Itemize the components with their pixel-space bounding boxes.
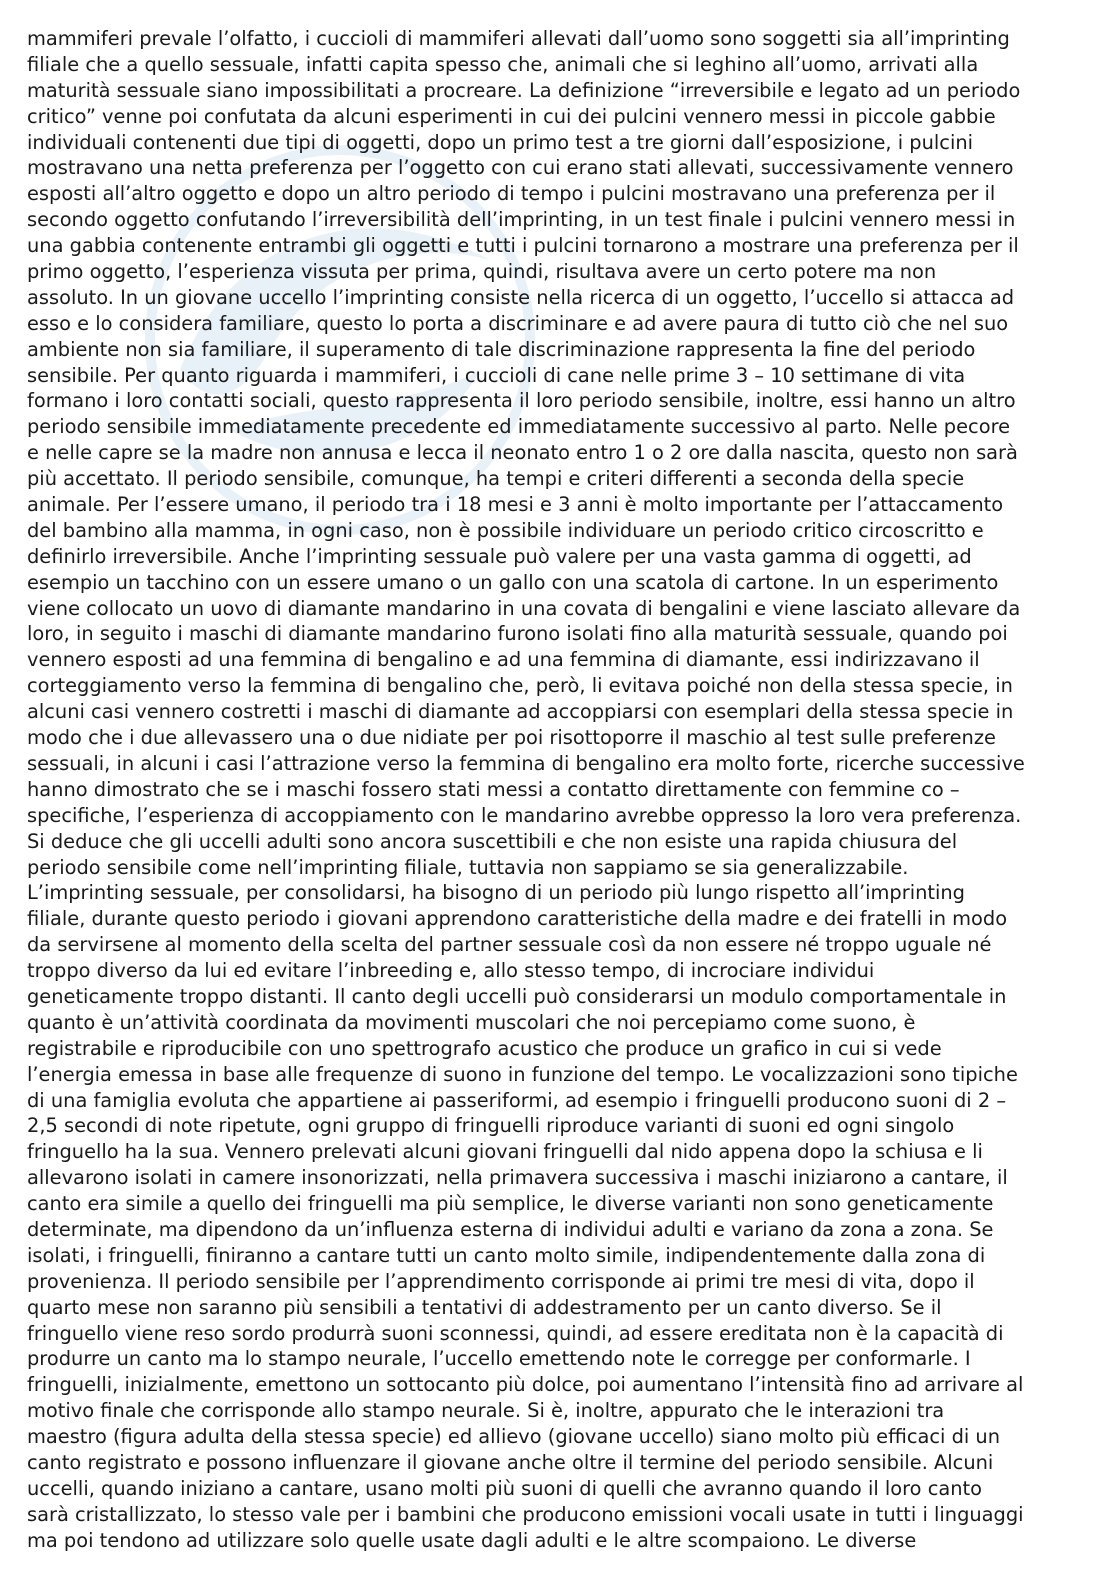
text-line: più accettato. Il periodo sensibile, comunque, ha tempi e criteri differenti a seconda della specie	[27, 467, 965, 491]
text-line: 2,5 secondi di note ripetute, ogni gruppo di fringuelli riproduce varianti di suoni ed ogni singolo	[27, 1114, 955, 1138]
text-line: critico” venne poi confutata da alcuni esperimenti in cui dei pulcini vennero messi in piccole gabbie	[27, 104, 996, 128]
text-line: Si deduce che gli uccelli adulti sono ancora suscettibili e che non esiste una rapida chiusura del	[27, 829, 958, 853]
text-line: maestro (figura adulta della stessa specie) ed allievo (giovane uccello) siano molto più efficaci di un	[27, 1425, 1001, 1449]
text-line: geneticamente troppo distanti. Il canto degli uccelli può considerarsi un modulo comportamentale in	[27, 984, 1007, 1008]
text-line: e nelle capre se la madre non annusa e lecca il neonato entro 1 o 2 ore dalla nascita, questo non sarà	[27, 441, 1018, 465]
text-line: isolati, i fringuelli, finiranno a cantare tutti un canto molto simile, indipendentemente dalla zona di	[27, 1243, 986, 1267]
text-line: filiale, durante questo periodo i giovani apprendono caratteristiche della madre e dei fratelli in modo	[27, 907, 1008, 931]
text-line: primo oggetto, l’esperienza vissuta per prima, quindi, risultava avere un certo potere ma non	[27, 260, 937, 284]
text-line: formano i loro contatti sociali, questo rappresenta il loro periodo sensibile, inoltre, essi hanno un altro	[27, 389, 1016, 413]
text-line: individuali contenenti due tipi di oggetti, dopo un primo test a tre giorni dall’esposizione, i pulcini	[27, 130, 974, 154]
text-line: L’imprinting sessuale, per consolidarsi, ha bisogno di un periodo più lungo rispetto all’imprinting	[27, 881, 965, 905]
text-line: animale. Per l’essere umano, il periodo tra i 18 mesi e 3 anni è molto importante per l’attaccamento	[27, 493, 1004, 517]
text-line: alcuni casi vennero costretti i maschi di diamante ad accoppiarsi con esemplari della stessa specie in	[27, 700, 1014, 724]
text-line: specifiche, l’esperienza di accoppiamento con le mandarino avrebbe oppresso la loro vera preferenza.	[27, 803, 1022, 827]
text-line: viene collocato un uovo di diamante mandarino in una covata di bengalini e viene lasciato allevare da	[27, 596, 1021, 620]
text-line: fringuello ha la sua. Vennero prelevati alcuni giovani fringuelli dal nido appena dopo la schiusa e li	[27, 1140, 983, 1164]
text-line: corteggiamento verso la femmina di bengalino che, però, li evitava poiché non della stessa specie, in	[27, 674, 1013, 698]
text-line: quarto mese non saranno più sensibili a tentativi di addestramento per un canto diverso. Se il	[27, 1295, 942, 1319]
text-line: definirlo irreversibile. Anche l’imprinting sessuale può valere per una vasta gamma di oggetti, ad	[27, 544, 972, 568]
text-line: periodo sensibile immediatamente precedente ed immediatamente successivo al parto. Nelle pecore	[27, 415, 1011, 439]
text-line: sensibile. Per quanto riguarda i mammiferi, i cuccioli di cane nelle prime 3 – 10 settimane di vita	[27, 363, 966, 387]
text-line: fringuelli, inizialmente, emettono un sottocanto più dolce, poi aumentano l’intensità fino ad arrivare al	[27, 1373, 1024, 1397]
text-line: da servirsene al momento della scelta del partner sessuale così da non essere né troppo uguale né	[27, 933, 992, 957]
text-line: esposti all’altro oggetto e dopo un altro periodo di tempo i pulcini mostravano una preferenza per il	[27, 182, 996, 206]
text-line: esso e lo considera familiare, questo lo porta a discriminare e ad avere paura di tutto ciò che nel suo	[27, 311, 1009, 335]
text-line: produrre un canto ma lo stampo neurale, l’uccello emettendo note le corregge per conformarle. I	[27, 1347, 971, 1371]
text-line: filiale che a quello sessuale, infatti capita spesso che, animali che si leghino all’uomo, arrivati alla	[27, 52, 979, 76]
text-line: ambiente non sia familiare, il superamento di tale discriminazione rappresenta la fine del periodo	[27, 337, 976, 361]
text-line: sarà cristallizzato, lo stesso vale per i bambini che producono emissioni vocali usate in tutti i linguaggi	[27, 1502, 1024, 1526]
text-line: troppo diverso da lui ed evitare l’inbreeding e, allo stesso tempo, di incrociare individui	[27, 959, 875, 983]
text-line: uccelli, quando iniziano a cantare, usano molti più suoni di quelli che avranno quando il loro canto	[27, 1476, 983, 1500]
text-line: una gabbia contenente entrambi gli oggetti e tutti i pulcini tornarono a mostrare una preferenza per il	[27, 234, 1019, 258]
text-line: modo che i due allevassero una o due nidiate per poi risottoporre il maschio al test sulle preferenze	[27, 726, 996, 750]
text-line: sessuali, in alcuni i casi l’attrazione verso la femmina di bengalino era molto forte, ricerche successive	[27, 751, 1025, 775]
text-line: assoluto. In un giovane uccello l’imprinting consiste nella ricerca di un oggetto, l’uccello si attacca ad	[27, 285, 1015, 309]
text-line: maturità sessuale siano impossibilitati a procreare. La definizione “irreversibile e legato ad un periodo	[27, 78, 1021, 102]
text-line: allevarono isolati in camere insonorizzati, nella primavera successiva i maschi iniziarono a cantare, il	[27, 1166, 1008, 1190]
text-line: motivo finale che corrisponde allo stampo neurale. Si è, inoltre, appurato che le interazioni tra	[27, 1399, 945, 1423]
text-line: ma poi tendono ad utilizzare solo quelle usate dagli adulti e le altre scompaiono. Le diverse	[27, 1528, 917, 1552]
text-line: loro, in seguito i maschi di diamante mandarino furono isolati fino alla maturità sessuale, quando poi	[27, 622, 1008, 646]
text-line: mostravano una netta preferenza per l’oggetto con cui erano stati allevati, successivamente vennero	[27, 156, 1014, 180]
text-line: secondo oggetto confutando l’irreversibilità dell’imprinting, in un test finale i pulcini vennero messi in	[27, 208, 1016, 232]
text-line: periodo sensibile come nell’imprinting filiale, tuttavia non sappiamo se sia generalizzabile.	[27, 855, 909, 879]
text-line: canto registrato e possono influenzare il giovane anche oltre il termine del periodo sensibile. Alcuni	[27, 1450, 994, 1474]
text-line: canto era simile a quello dei fringuelli ma più semplice, le diverse varianti non sono geneticamente	[27, 1192, 994, 1216]
text-line: di una famiglia evoluta che appartiene ai passeriformi, ad esempio i fringuelli producono suoni di 2 –	[27, 1088, 1007, 1112]
text-line: del bambino alla mamma, in ogni caso, non è possibile individuare un periodo critico circoscritto e	[27, 518, 984, 542]
text-line: provenienza. Il periodo sensibile per l’apprendimento corrisponde ai primi tre mesi di vita, dopo il	[27, 1269, 975, 1293]
text-line: fringuello viene reso sordo produrrà suoni sconnessi, quindi, ad essere ereditata non è la capacità di	[27, 1321, 1004, 1345]
text-line: vennero esposti ad una femmina di bengalino e ad una femmina di diamante, essi indirizzavano il	[27, 648, 980, 672]
text-line: quanto è un’attività coordinata da movimenti muscolari che noi percepiamo come suono, è	[27, 1010, 916, 1034]
text-line: esempio un tacchino con un essere umano o un gallo con una scatola di cartone. In un esperimento	[27, 570, 999, 594]
text-line: determinate, ma dipendono da un’influenza esterna di individui adulti e variano da zona a zona. Se	[27, 1217, 994, 1241]
text-line: l’energia emessa in base alle frequenze di suono in funzione del tempo. Le vocalizzazioni sono tipiche	[27, 1062, 1018, 1086]
text-line: mammiferi prevale l’olfatto, i cuccioli di mammiferi allevati dall’uomo sono soggetti sia all’imprinting	[27, 27, 1010, 50]
text-line: registrabile e riproducibile con uno spettrografo acustico che produce un grafico in cui si vede	[27, 1036, 942, 1060]
text-line: hanno dimostrato che se i maschi fossero stati messi a contatto direttamente con femmine co –	[27, 777, 960, 801]
body-text	[27, 26, 1089, 1554]
